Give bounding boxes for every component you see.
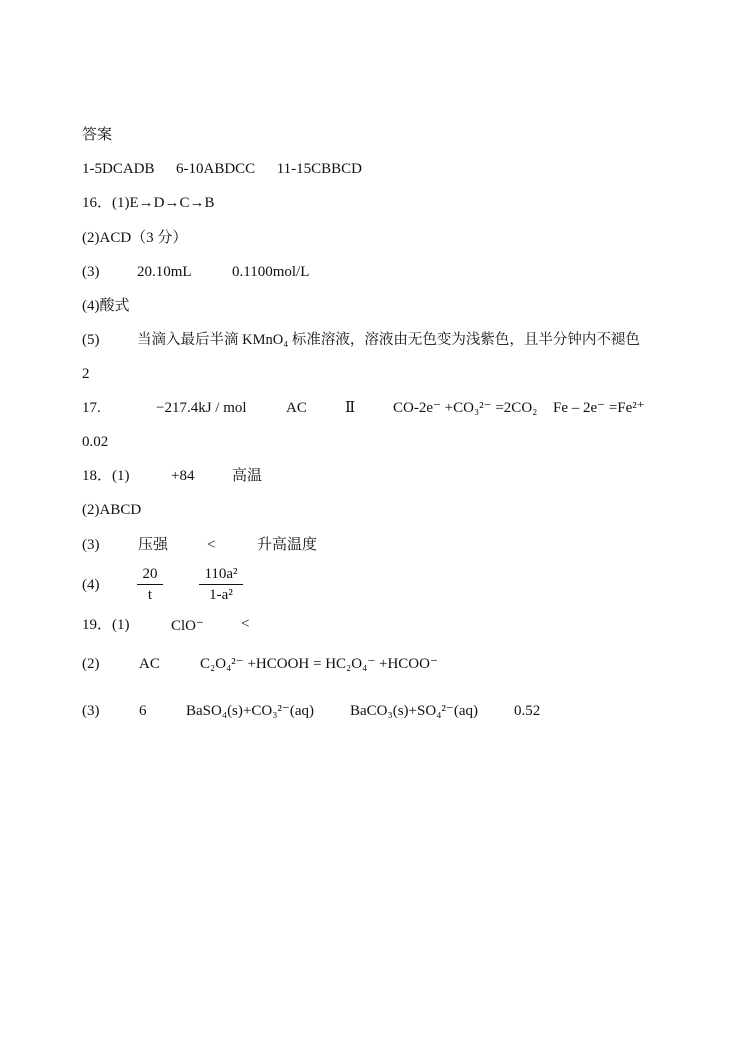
q16-part5-label: (5) xyxy=(82,332,100,348)
q18-part3-a: 压强 xyxy=(138,537,169,553)
q19-part1-label: 19．(1) xyxy=(82,617,130,633)
page-title: 答案 xyxy=(82,127,113,143)
fraction-bar xyxy=(199,584,243,585)
q19-part3-reactants: BaSO₄(s)+CO₃²⁻(aq) xyxy=(186,703,314,719)
q16-part3-concentration: 0.1100mol/L xyxy=(232,264,310,280)
q19-part3-k: 0.52 xyxy=(514,703,541,719)
mc-6-10: 6-10ABDCC xyxy=(176,161,256,177)
q17-roman: Ⅱ xyxy=(345,400,356,416)
q16-part2: (2)ACD（3 分） xyxy=(82,230,188,246)
q18-part1-value: +84 xyxy=(171,468,195,484)
q17-choice: AC xyxy=(286,400,307,416)
q16-part5-text: 当滴入最后半滴 KMnO₄ 标准溶液，溶液由无色变为浅紫色，且半分钟内不褪色 xyxy=(137,332,640,348)
q18-fraction-2 xyxy=(199,565,243,604)
fraction-bar xyxy=(137,584,163,585)
q17-equation-1: CO-2e⁻ +CO₃²⁻ =2CO₂ xyxy=(393,400,538,416)
q18-part1-condition: 高温 xyxy=(232,468,263,484)
q16-part6: 2 xyxy=(82,366,90,382)
q18-fraction-1-numerator: 20 xyxy=(142,566,158,582)
q16-part3-volume: 20.10mL xyxy=(137,264,192,280)
q19-part1-ion: ClO⁻ xyxy=(171,618,204,634)
q18-fraction-2-denominator: 1-a² xyxy=(209,587,233,603)
q19-part3-number: 6 xyxy=(139,703,147,719)
q17-equation-2: Fe – 2e⁻ =Fe²⁺ xyxy=(553,400,645,416)
q19-part2-label: (2) xyxy=(82,656,100,672)
q18-part1-label: 18．(1) xyxy=(82,468,130,484)
q19-part2-choice: AC xyxy=(139,656,160,672)
mc-1-5: 1-5DCADB xyxy=(82,161,155,177)
q18-part4-label: (4) xyxy=(82,577,100,593)
q18-fraction-1 xyxy=(137,565,163,604)
q17-label: 17. xyxy=(82,400,101,416)
q19-part1-compare: < xyxy=(241,616,250,632)
q17-value: 0.02 xyxy=(82,434,109,450)
q18-part2: (2)ABCD xyxy=(82,502,142,518)
q18-fraction-2-numerator: 110a² xyxy=(204,566,238,582)
mc-11-15: 11-15CBBCD xyxy=(276,161,362,177)
q19-part2-equation: C₂O₄²⁻ +HCOOH = HC₂O₄⁻ +HCOO⁻ xyxy=(200,656,438,672)
q16-part3-label: (3) xyxy=(82,264,100,280)
q18-fraction-1-denominator: t xyxy=(147,587,153,603)
q18-part3-c: 升高温度 xyxy=(257,537,318,553)
q18-part3-b: < xyxy=(207,537,216,553)
q18-part3-label: (3) xyxy=(82,537,100,553)
mc-answers xyxy=(82,159,362,179)
q16-part4: (4)酸式 xyxy=(82,298,130,314)
q16-part1: 16．(1)E→D→C→B xyxy=(82,195,215,211)
q17-enthalpy: −217.4kJ / mol xyxy=(156,400,247,416)
q19-part3-products: BaCO₃(s)+SO₄²⁻(aq) xyxy=(350,703,478,719)
q19-part3-label: (3) xyxy=(82,703,100,719)
